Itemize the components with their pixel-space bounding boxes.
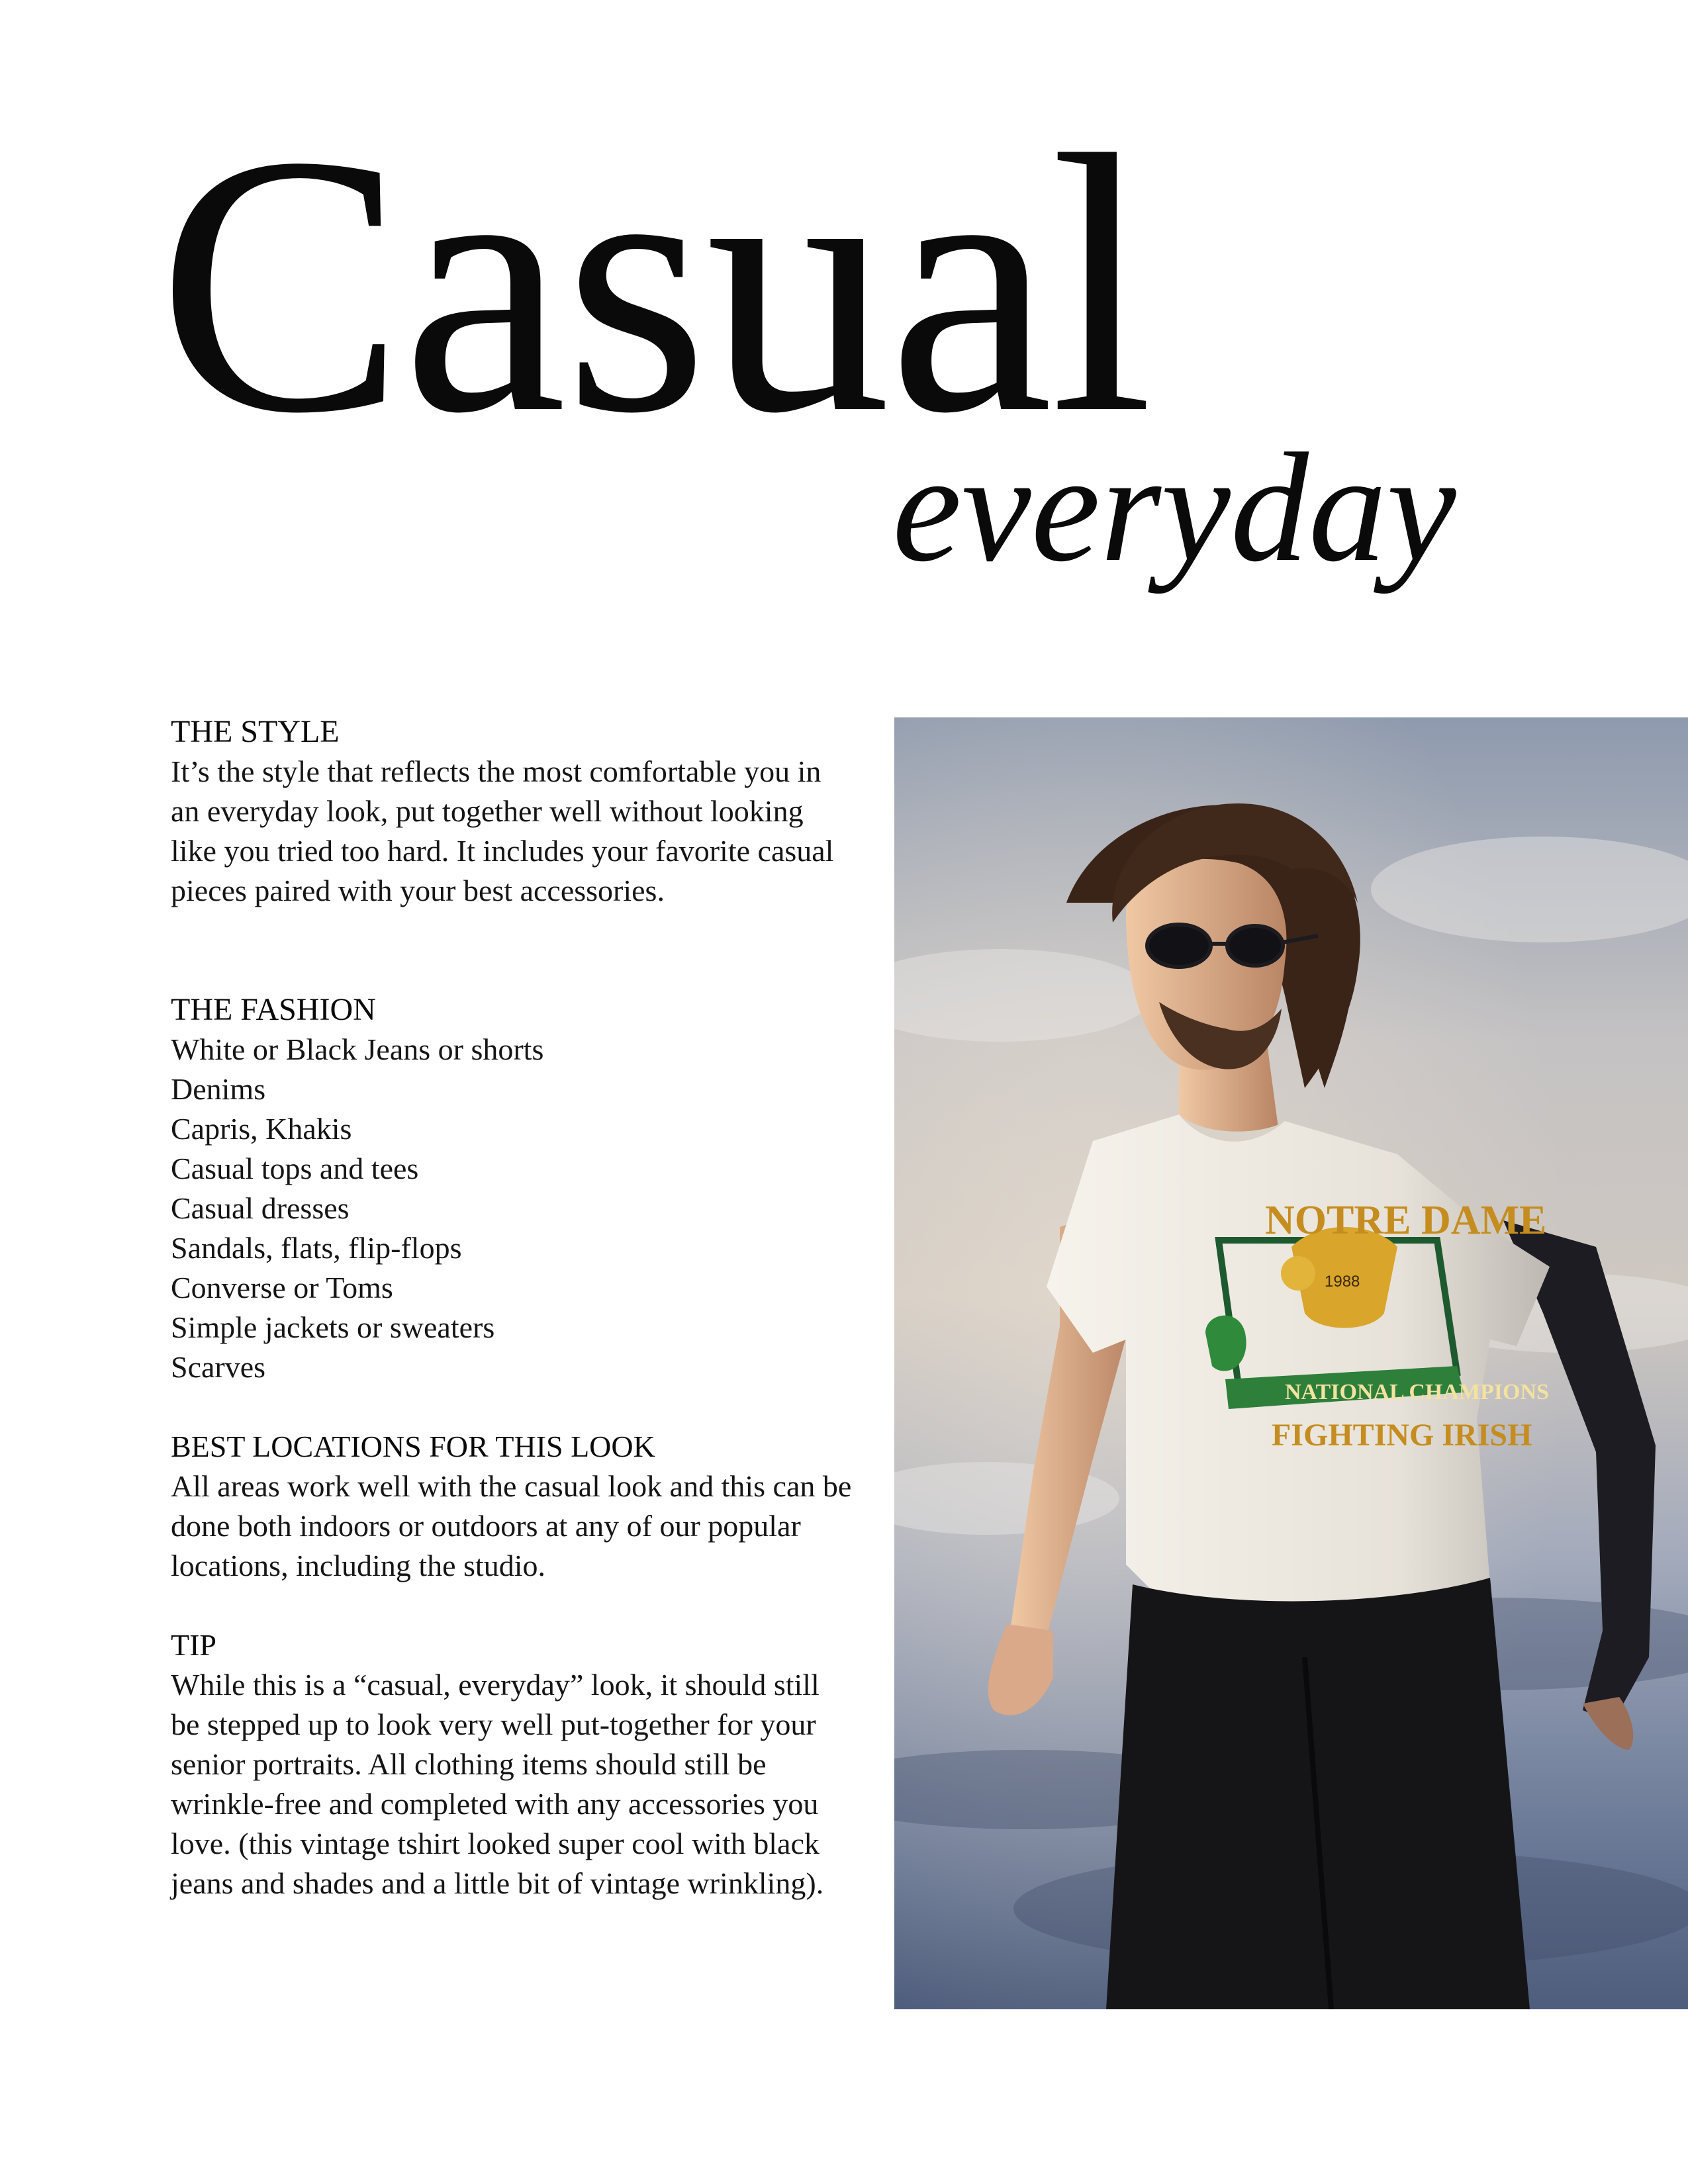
style-section bbox=[171, 712, 853, 911]
fashion-section bbox=[171, 990, 853, 1387]
fashion-item: Casual dresses bbox=[171, 1191, 350, 1225]
fashion-item: Capris, Khakis bbox=[171, 1112, 352, 1146]
fashion-item: Sandals, flats, flip-flops bbox=[171, 1231, 462, 1265]
shirt-year-text: 1988 bbox=[1325, 1273, 1360, 1291]
text-column bbox=[171, 712, 853, 1903]
tip-section bbox=[171, 1625, 853, 1903]
fashion-item: Scarves bbox=[171, 1350, 266, 1384]
fashion-item: White or Black Jeans or shorts bbox=[171, 1032, 544, 1066]
fashion-item: Casual tops and tees bbox=[171, 1152, 419, 1185]
style-heading: THE STYLE bbox=[171, 714, 340, 749]
shirt-top-text: NOTRE DAME bbox=[1265, 1198, 1547, 1243]
locations-body: All areas work well with the casual look and this can be done both indoors or outdoors at any of our popular locations, including the studio. bbox=[171, 1469, 852, 1582]
page-title: Casual bbox=[158, 79, 1151, 490]
fashion-list bbox=[171, 1030, 853, 1387]
tip-heading: TIP bbox=[171, 1628, 216, 1662]
shirt-bottom-text: FIGHTING IRISH bbox=[1272, 1418, 1532, 1453]
locations-heading: BEST LOCATIONS FOR THIS LOOK bbox=[171, 1430, 655, 1463]
locations-section bbox=[171, 1427, 853, 1586]
style-body: It’s the style that reflects the most comfortable you in an everyday look, put together well without looking like you tried too hard. It includes your favorite casual pieces paired with your best accessories. bbox=[171, 754, 834, 907]
fashion-item: Simple jackets or sweaters bbox=[171, 1310, 495, 1344]
fashion-item: Denims bbox=[171, 1072, 266, 1106]
fashion-item: Converse or Toms bbox=[171, 1271, 393, 1304]
fashion-heading: THE FASHION bbox=[171, 992, 376, 1027]
shirt-banner-text: NATIONAL CHAMPIONS bbox=[1285, 1380, 1549, 1404]
model-photo-illustration bbox=[894, 717, 1688, 2009]
tip-body: While this is a “casual, everyday” look, it should still be stepped up to look very well put-together for your senior portraits. All clothing items should still be wrinkle-free and completed with any accessories you love. (this vintage tshirt looked super cool with black jeans and shades and a little bit of vintage wrinkling). bbox=[171, 1668, 824, 1900]
page-subtitle: everyday bbox=[892, 422, 1456, 594]
model-photo bbox=[894, 717, 1688, 2009]
